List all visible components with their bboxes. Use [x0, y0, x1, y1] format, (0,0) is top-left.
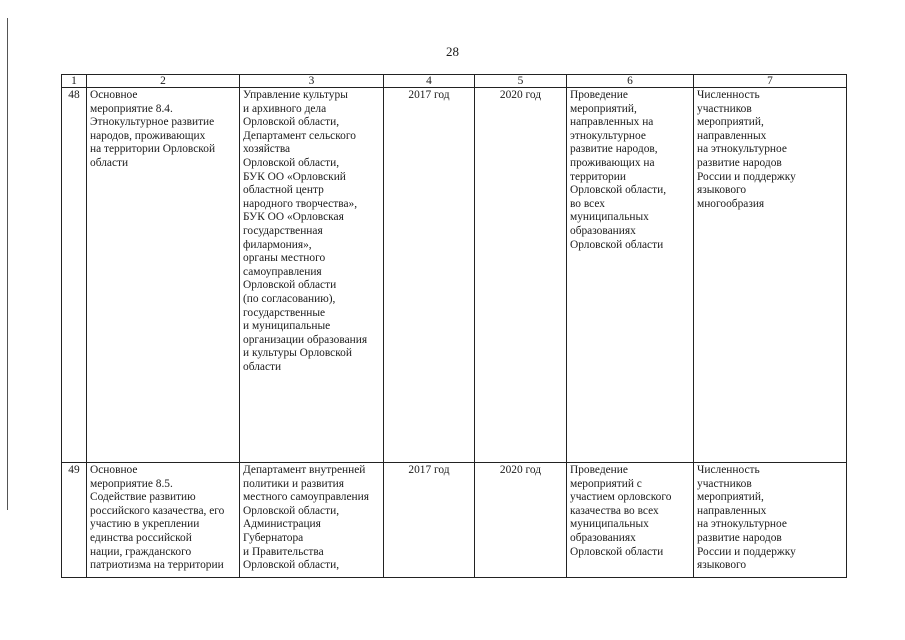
start-year: 2017 год	[384, 88, 475, 463]
executors: Управление культуры и архивного дела Орловской области, Департамент сельского хозяйства Орловской области, БУК ОО «Орловский областной центр народного творчества», БУК ОО «Орловская государственная филармония», органы местного самоуправления Орловской области (по согласованию), государственные и муниципальные организации образования и культуры Орловской области	[240, 88, 384, 463]
executors: Департамент внутренней политики и развития местного самоуправления Орловской области, Администрация Губернатора и Правительства Орловской области,	[240, 463, 384, 578]
row-number: 49	[62, 463, 87, 578]
measure-name: Основное мероприятие 8.4. Этнокультурное развитие народов, проживающих на территории Орловской области	[87, 88, 240, 463]
column-number: 4	[384, 75, 475, 88]
page-number: 28	[446, 44, 459, 59]
column-number-row	[62, 75, 847, 88]
table-row	[62, 463, 847, 578]
column-number: 3	[240, 75, 384, 88]
scan-margin-line	[7, 18, 8, 510]
indicator: Численность участников мероприятий, направленных на этнокультурное развитие народов России и поддержку языкового многообразия	[694, 88, 847, 463]
column-number: 1	[62, 75, 87, 88]
column-number: 6	[567, 75, 694, 88]
indicator: Численность участников мероприятий, направленных на этнокультурное развитие народов России и поддержку языкового	[694, 463, 847, 578]
table-row	[62, 88, 847, 463]
column-number: 7	[694, 75, 847, 88]
end-year: 2020 год	[475, 463, 567, 578]
column-number: 5	[475, 75, 567, 88]
expected-result: Проведение мероприятий, направленных на этнокультурное развитие народов, проживающих на территории Орловской области, во всех муниципальных образованиях Орловской области	[567, 88, 694, 463]
row-number: 48	[62, 88, 87, 463]
measure-name: Основное мероприятие 8.5. Содействие развитию российского казачества, его участию в укреплении единства российской нации, гражданского патриотизма на территории	[87, 463, 240, 578]
expected-result: Проведение мероприятий с участием орловского казачества во всех муниципальных образованиях Орловской области	[567, 463, 694, 578]
end-year: 2020 год	[475, 88, 567, 463]
program-table	[61, 74, 847, 578]
start-year: 2017 год	[384, 463, 475, 578]
column-number: 2	[87, 75, 240, 88]
